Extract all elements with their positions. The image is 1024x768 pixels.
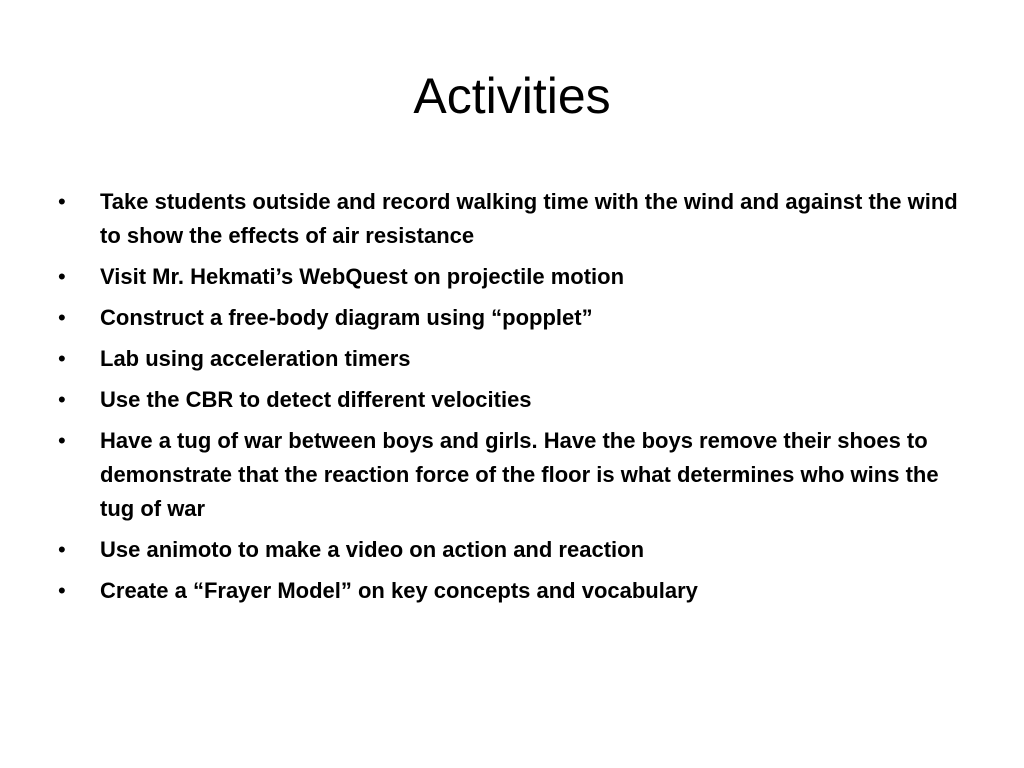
- bullet-text: Visit Mr. Hekmati’s WebQuest on projectile motion: [100, 264, 625, 289]
- bullet-text: Lab using acceleration timers: [100, 346, 411, 371]
- bullet-list: [58, 185, 978, 615]
- bullet-text: Have a tug of war between boys and girls. Have the boys remove their shoes to demonstrate that the reaction force of the floor is what determines who wins the tug of war: [100, 428, 939, 521]
- bullet-icon: •: [58, 346, 66, 371]
- slide-title: Activities: [413, 68, 611, 124]
- bullet-icon: •: [58, 264, 66, 289]
- bullet-text: Use animoto to make a video on action and reaction: [100, 537, 645, 562]
- bullet-icon: •: [58, 387, 66, 412]
- bullet-item: [58, 342, 978, 376]
- bullet-text: Use the CBR to detect different velocities: [100, 387, 532, 412]
- bullet-item: [58, 301, 978, 335]
- bullet-icon: •: [58, 428, 66, 453]
- bullet-item: [58, 185, 978, 253]
- bullet-item: [58, 383, 978, 417]
- bullet-item: [58, 533, 978, 567]
- bullet-item: [58, 574, 978, 608]
- bullet-icon: •: [58, 305, 66, 330]
- bullet-icon: •: [58, 189, 66, 214]
- bullet-item: [58, 260, 978, 294]
- bullet-item: [58, 424, 978, 526]
- bullet-icon: •: [58, 578, 66, 603]
- bullet-icon: •: [58, 537, 66, 562]
- bullet-text: Take students outside and record walking time with the wind and against the wind to show the effects of air resistance: [100, 189, 958, 248]
- bullet-text: Construct a free-body diagram using “popplet”: [100, 305, 593, 330]
- bullet-text: Create a “Frayer Model” on key concepts and vocabulary: [100, 578, 698, 603]
